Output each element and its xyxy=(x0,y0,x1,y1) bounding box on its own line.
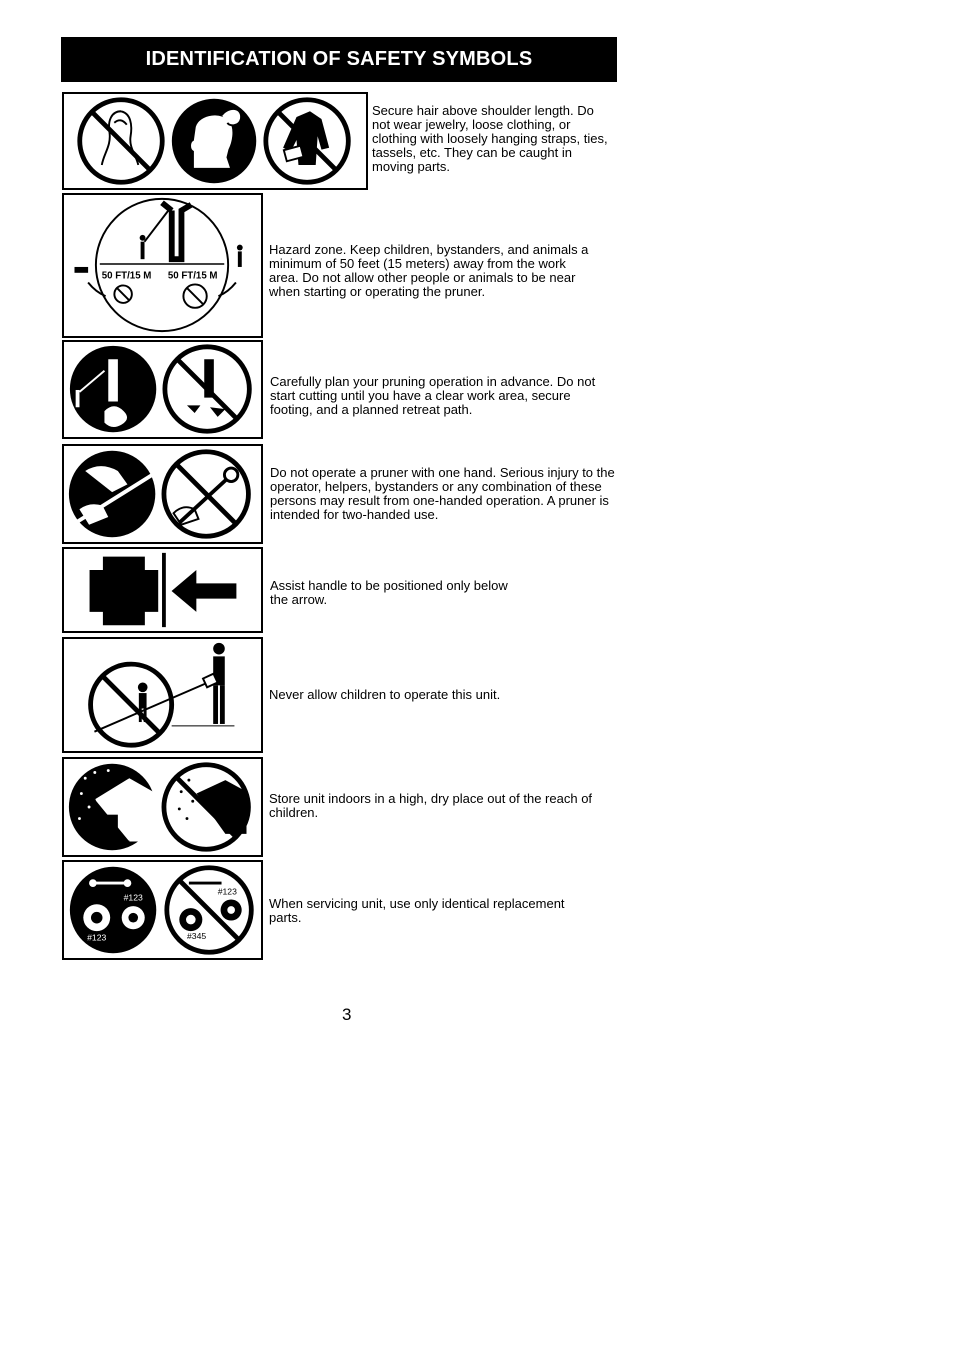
distance-label-right: 50 FT/15 M xyxy=(167,270,218,282)
no-long-hair-icon xyxy=(80,100,162,182)
symbol-description: Carefully plan your pruning operation in advance. Do not start cutting until you have a clear work area, secure footing, and a planned retreat path. xyxy=(270,374,596,417)
no-loose-clothing-icon xyxy=(266,100,348,182)
part-label: #123 xyxy=(217,886,237,897)
part-label: #345 xyxy=(186,930,207,941)
symbol-description: When servicing unit, use only identical replacement parts. xyxy=(269,896,565,925)
symbol-hair-clothing xyxy=(62,92,368,190)
page-title: IDENTIFICATION OF SAFETY SYMBOLS xyxy=(61,37,617,82)
symbol-description: Hazard zone. Keep children, bystanders, and animals a minimum of 50 feet (15 meters) away from the work area. Do not allow other people or animals to be near when starting or operating the pruner. xyxy=(269,242,589,299)
page-number: 3 xyxy=(342,1005,352,1024)
no-wet-storage-icon xyxy=(164,765,248,849)
symbol-assist-handle xyxy=(62,547,263,633)
no-non-identical-parts-icon xyxy=(167,868,251,952)
no-cluttered-area-icon xyxy=(165,347,249,431)
handle-position-icon xyxy=(90,553,237,627)
dry-storage-icon xyxy=(69,764,156,850)
symbol-description: Store unit indoors in a high, dry place out of the reach of children. xyxy=(269,791,593,820)
symbol-two-hands xyxy=(62,444,263,544)
clear-work-area-icon xyxy=(70,346,156,432)
part-label: #123 xyxy=(87,932,107,943)
symbol-description: Never allow children to operate this unit. xyxy=(269,687,501,702)
symbol-no-children xyxy=(62,637,263,753)
symbol-description: Assist handle to be positioned only below the arrow. xyxy=(270,578,508,607)
tied-hair-head-icon xyxy=(172,99,256,183)
no-one-hand-icon xyxy=(164,452,248,536)
symbol-plan-operation xyxy=(62,340,263,439)
two-hands-icon xyxy=(69,451,155,537)
symbol-store-indoors xyxy=(62,757,263,857)
symbol-hazard-zone xyxy=(62,193,263,338)
symbol-replacement-parts xyxy=(62,860,263,960)
symbol-description: Do not operate a pruner with one hand. Serious injury to the operator, helpers, bystanders or any combination of these persons may result from one-handed operation. A pruner is intended for two-handed use. xyxy=(270,465,615,522)
no-children-icon xyxy=(91,643,235,745)
replacement-parts-icon xyxy=(70,867,156,953)
distance-label-left: 50 FT/15 M xyxy=(101,270,152,282)
part-label: #123 xyxy=(123,892,143,903)
symbol-description: Secure hair above shoulder length. Do not wear jewelry, loose clothing, or clothing with loosely hanging straps, ties, tassels, etc. They can be caught in moving parts. xyxy=(372,103,608,174)
hazard-zone-icon xyxy=(74,199,242,331)
